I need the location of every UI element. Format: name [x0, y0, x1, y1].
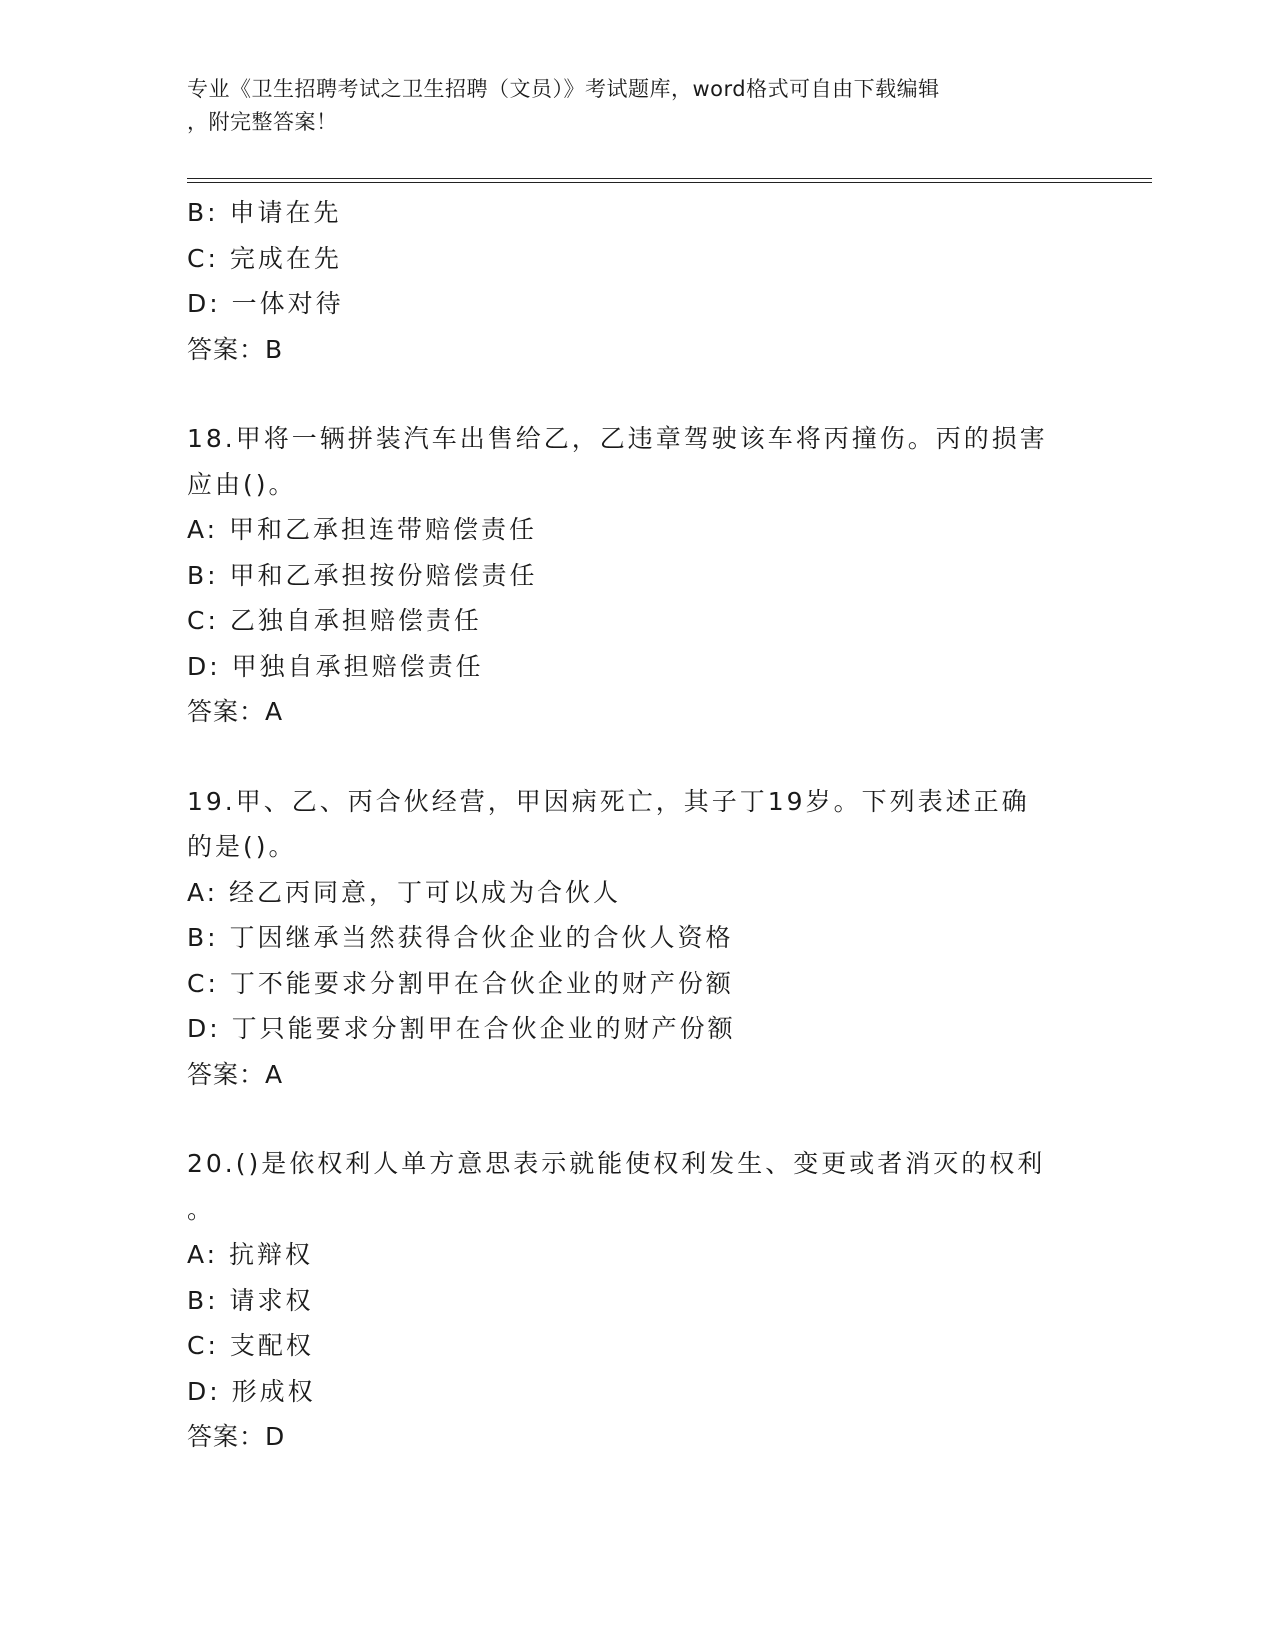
option-c: C: 支配权 — [187, 1331, 314, 1360]
question-text-line-1: 18.甲将一辆拼装汽车出售给乙，乙违章驾驶该车将丙撞伤。丙的损害 — [187, 424, 1048, 453]
question-text-line-2: 应由()。 — [187, 469, 297, 499]
option-d: D: 丁只能要求分割甲在合伙企业的财产份额 — [187, 1014, 736, 1043]
question-text-line-1: 19.甲、乙、丙合伙经营，甲因病死亡，其子丁19岁。下列表述正确 — [187, 786, 1030, 816]
question-18 — [187, 416, 1087, 735]
question-list — [187, 190, 1087, 1460]
option-c: C: 乙独自承担赔偿责任 — [187, 606, 482, 635]
option-d: D: 一体对待 — [187, 289, 344, 318]
option-a: A: 甲和乙承担连带赔偿责任 — [187, 515, 538, 544]
question-text-line-1: 20.()是依权利人单方意思表示就能使权利发生、变更或者消灭的权利 — [187, 1149, 1046, 1178]
header-rule-bottom — [187, 182, 1152, 183]
answer: 答案：A — [187, 1059, 284, 1089]
option-b: B: 甲和乙承担按份赔偿责任 — [187, 560, 538, 590]
option-b: B: 申请在先 — [187, 198, 342, 227]
option-c: C: 完成在先 — [187, 243, 342, 273]
option-a: A: 抗辩权 — [187, 1240, 314, 1269]
answer: 答案：D — [187, 1422, 286, 1451]
question-text-line-2: 的是()。 — [187, 832, 297, 861]
document-header — [187, 73, 1067, 139]
header-line-1: 专业《卫生招聘考试之卫生招聘（文员）》考试题库，word格式可自由下载编辑 — [187, 77, 940, 101]
option-c: C: 丁不能要求分割甲在合伙企业的财产份额 — [187, 968, 734, 998]
question-19 — [187, 779, 1087, 1098]
prev-question-tail — [187, 190, 1087, 372]
option-b: B: 请求权 — [187, 1285, 314, 1315]
option-d: D: 形成权 — [187, 1376, 316, 1406]
answer: 答案：A — [187, 697, 284, 726]
option-a: A: 经乙丙同意，丁可以成为合伙人 — [187, 877, 622, 907]
answer: 答案：B — [187, 334, 284, 364]
option-b: B: 丁因继承当然获得合伙企业的合伙人资格 — [187, 923, 734, 952]
question-20 — [187, 1141, 1087, 1460]
header-rule-top — [187, 178, 1152, 179]
question-text-line-2: 。 — [187, 1194, 216, 1224]
header-line-2: ，附完整答案！ — [187, 110, 338, 134]
option-d: D: 甲独自承担赔偿责任 — [187, 651, 484, 681]
